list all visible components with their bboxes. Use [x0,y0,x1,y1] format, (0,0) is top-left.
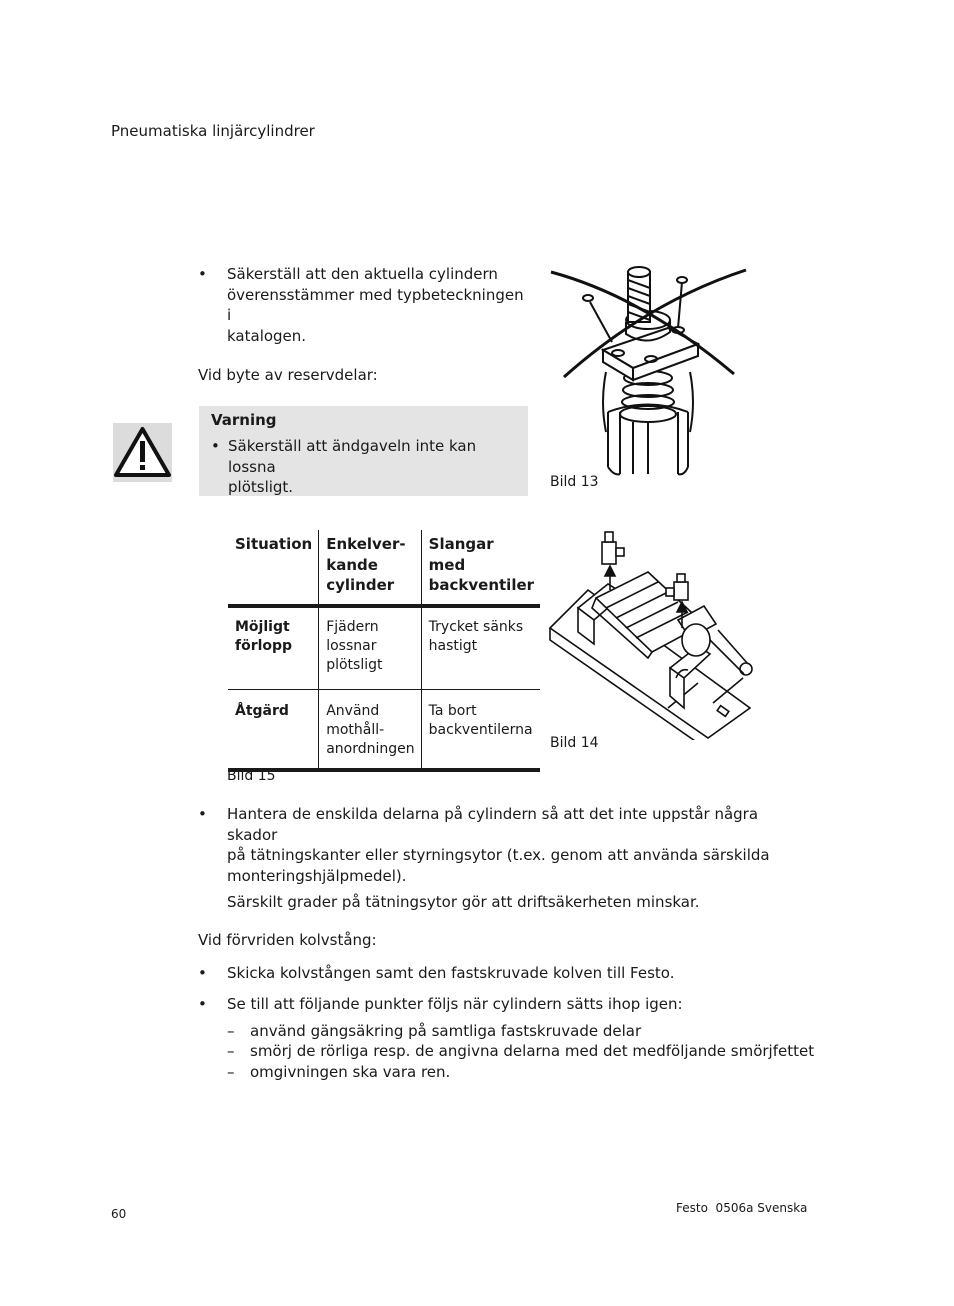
warning-icon-box [113,423,172,482]
bullet-send-rod [198,963,798,984]
dash-item [227,1041,814,1062]
dash-text: smörj de rörliga resp. de angivna delarna med det medföljande smörjfettet [250,1042,815,1060]
line: Se till att följande punkter följs när cylindern sätts ihop igen: [227,995,683,1013]
page-number: 60 [111,1207,127,1221]
line: Slangar med [428,535,494,574]
table-cell [421,606,540,690]
situation-table [228,530,540,772]
line: Använd [326,703,380,719]
bullet-handle-parts [198,804,798,913]
header-cell [228,530,319,606]
line: Hantera de enskilda delarna på cylindern så att det inte uppstår några skador [227,805,759,844]
figure-14-caption: Bild 14 [550,735,599,751]
bullet-assemble [198,994,798,1015]
line: överensstämmer med typbeteckningen i [227,285,524,324]
line: lossnar [326,638,377,654]
figure-14-illustration [548,528,754,740]
line: Åtgärd [235,703,289,719]
line: Ta bort [428,703,477,719]
line: mothåll- [326,722,385,738]
line: plötsligt. [228,478,294,496]
warning-item [211,436,521,498]
table-row [228,690,540,771]
warning-box [199,406,528,496]
dash-symbol: – [227,1022,235,1040]
line: hastigt [428,638,478,654]
footer-doc-id: Festo 0506a Svenska [676,1201,808,1215]
line: Möjligt [235,619,290,635]
page-header: Pneumatiska linjärcylindrer [111,122,315,140]
line: anordningen [326,741,415,757]
bullet-symbol: • [198,805,207,823]
bullet-check-cylinder [198,264,528,346]
line: förlopp [235,638,293,654]
line: Enkelver- [326,535,406,553]
twisted-rod-heading: Vid förvriden kolvstång: [198,931,377,949]
line: monteringshjälpmedel). [227,866,407,885]
table-header-row [228,530,540,606]
line: cylinder [326,576,395,594]
dash-item [227,1021,641,1042]
bullet-symbol: • [198,964,207,982]
line: backventilerna [428,722,533,738]
dash-symbol: – [227,1042,235,1060]
header-cell [319,530,421,606]
line: katalogen. [227,326,307,345]
table-cell [319,606,421,690]
dash-text: använd gängsäkring på samtliga fastskruvade delar [250,1022,642,1040]
table-cell [228,606,319,690]
line: Fjädern [326,619,379,635]
line: Skicka kolvstången samt den fastskruvade kolven till Festo. [227,964,675,982]
warning-triangle-icon [113,423,172,482]
figure-13-caption: Bild 13 [550,474,599,490]
line: kande [326,555,378,574]
line: Situation [235,535,313,553]
bullet-symbol: • [211,437,220,455]
table-cell [228,690,319,771]
spare-parts-heading: Vid byte av reservdelar: [198,366,378,384]
line: Säkerställ att ändgaveln inte kan lossna [228,437,477,476]
bullet-symbol: • [198,265,207,283]
table-cell [421,690,540,771]
dash-item [227,1062,450,1083]
header-cell [421,530,540,606]
line: Säkerställ att den aktuella cylindern [227,265,498,283]
line: Trycket sänks [428,619,524,635]
warning-title: Varning [211,411,277,429]
handle-note: Särskilt grader på tätningsytor gör att driftsäkerheten minskar. [227,893,700,911]
dash-text: omgivningen ska vara ren. [250,1063,451,1081]
table-cell [319,690,421,771]
line: plötsligt [326,657,383,673]
figure-15-caption: Bild 15 [227,768,276,784]
dash-symbol: – [227,1063,235,1081]
table-row [228,606,540,690]
line: på tätningskanter eller styrningsytor (t.ex. genom att använda särskilda [227,846,770,864]
figure-13-illustration [548,262,758,477]
line: backventiler [428,576,535,594]
bullet-symbol: • [198,995,207,1013]
